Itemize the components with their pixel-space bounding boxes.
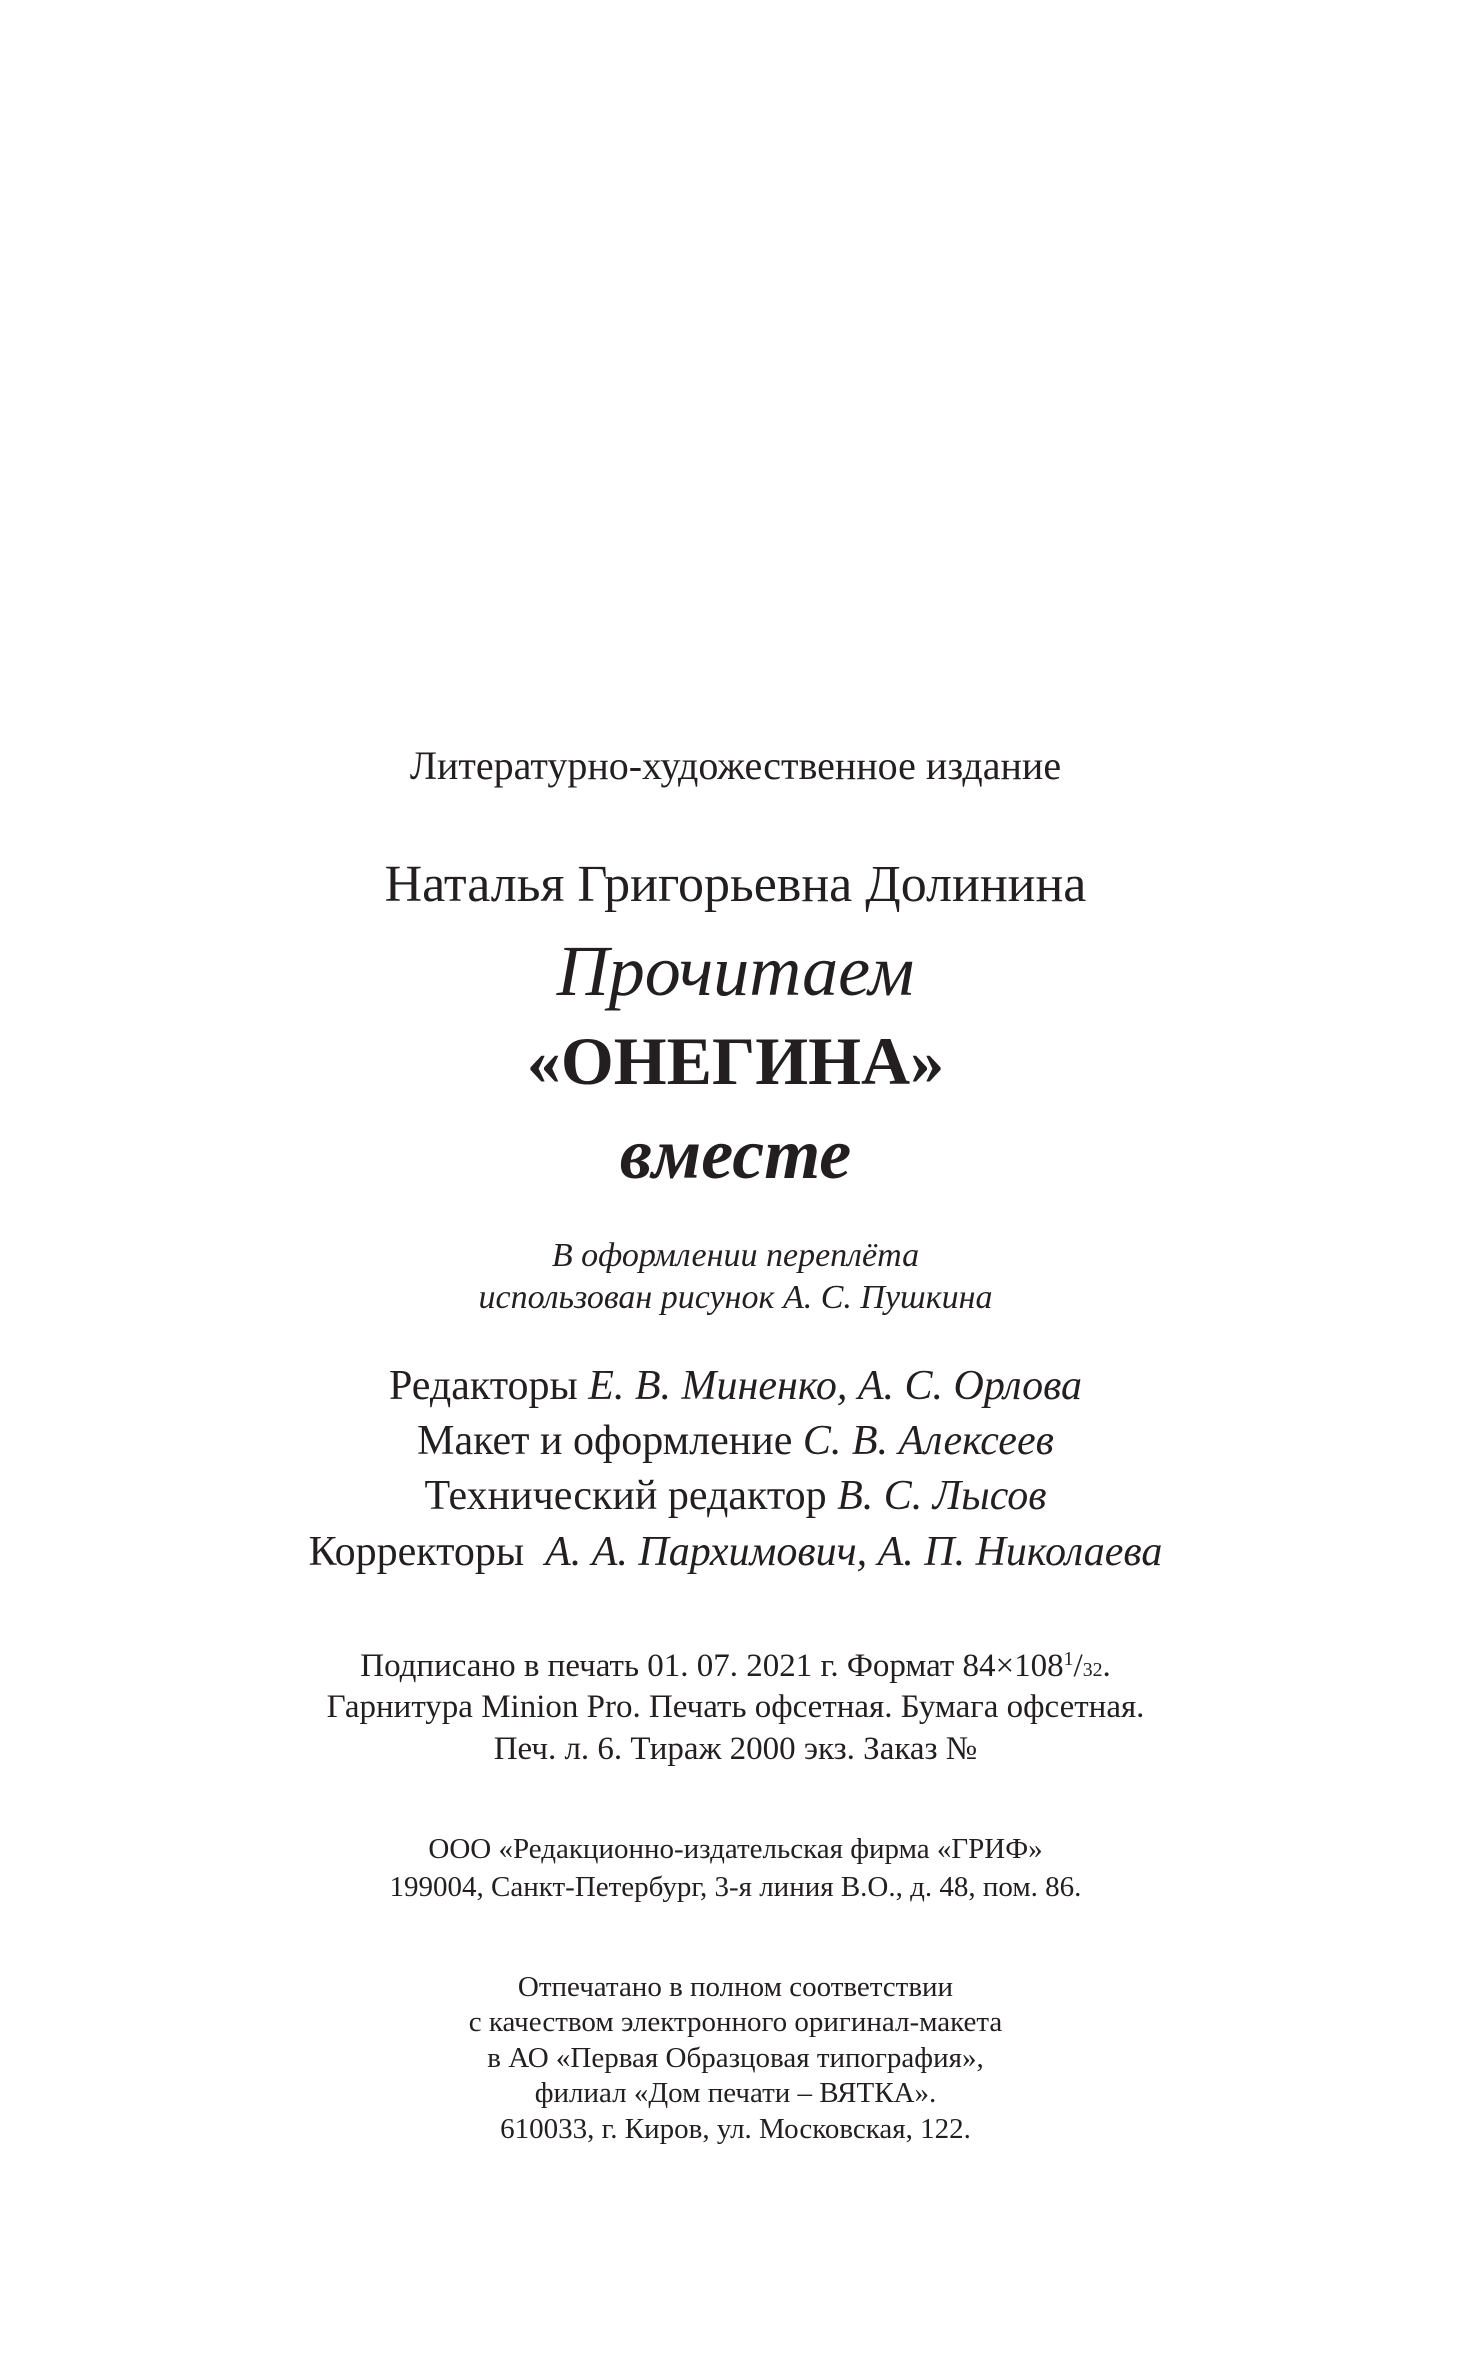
credit-editors xyxy=(0,1362,1471,1410)
printer-line: Отпечатано в полном соответствии xyxy=(517,1971,954,2003)
format-slash: / xyxy=(1073,1648,1083,1684)
credit-names: С. В. Алексеев xyxy=(802,1418,1054,1464)
publisher-name: ООО «Редакционно-издательская фирма «ГРИФ» xyxy=(428,1833,1043,1865)
credit-layout xyxy=(0,1417,1471,1465)
printer-line: в АО «Первая Образцовая типография», xyxy=(487,2042,984,2074)
format-numerator: 1 xyxy=(1063,1648,1074,1671)
edition-type: Литературно-художественное издание xyxy=(409,743,1062,788)
credit-role: Технический редактор xyxy=(424,1473,838,1519)
publisher-address: 199004, Санкт-Петербург, 3-я линия В.О., д. 48, пом. 86. xyxy=(389,1871,1082,1903)
binding-note-line-1: В оформлении переплёта xyxy=(551,1237,920,1274)
credit-role: Корректоры xyxy=(308,1529,546,1575)
credit-proofreaders xyxy=(0,1528,1471,1576)
credit-names: В. С. Лысов xyxy=(837,1473,1047,1519)
credit-role: Редакторы xyxy=(388,1363,589,1409)
print-info-line-1 xyxy=(0,1648,1471,1685)
printer-line: филиал «Дом печати – ВЯТКА». xyxy=(534,2077,937,2109)
format-denominator: 32 xyxy=(1082,1659,1103,1681)
book-title-line-1: Прочитаем xyxy=(556,931,915,1011)
print-info-line-2: Гарнитура Minion Pro. Печать офсетная. Бумага офсетная. xyxy=(326,1689,1145,1725)
print-signed-format: Подписано в печать 01. 07. 2021 г. Формат 84×108 xyxy=(360,1648,1064,1684)
format-period: . xyxy=(1102,1648,1111,1684)
print-info-line-3: Печ. л. 6. Тираж 2000 экз. Заказ № xyxy=(493,1731,978,1767)
book-title-line-2: «ОНЕГИНА» xyxy=(526,1023,945,1099)
printer-line: с качеством электронного оригинал-макета xyxy=(468,2006,1003,2038)
author-name: Наталья Григорьевна Долинина xyxy=(384,856,1087,913)
credit-technical-editor xyxy=(0,1472,1471,1520)
credit-names: А. А. Пархимович, А. П. Николаева xyxy=(545,1529,1163,1575)
credit-names: Е. В. Миненко, А. С. Орлова xyxy=(588,1363,1083,1409)
printer-line: 610033, г. Киров, ул. Московская, 122. xyxy=(500,2113,971,2145)
book-title-line-3: вместе xyxy=(619,1114,852,1194)
credit-role: Макет и оформление xyxy=(417,1418,803,1464)
binding-note-line-2: использован рисунок А. С. Пушкина xyxy=(478,1279,993,1316)
